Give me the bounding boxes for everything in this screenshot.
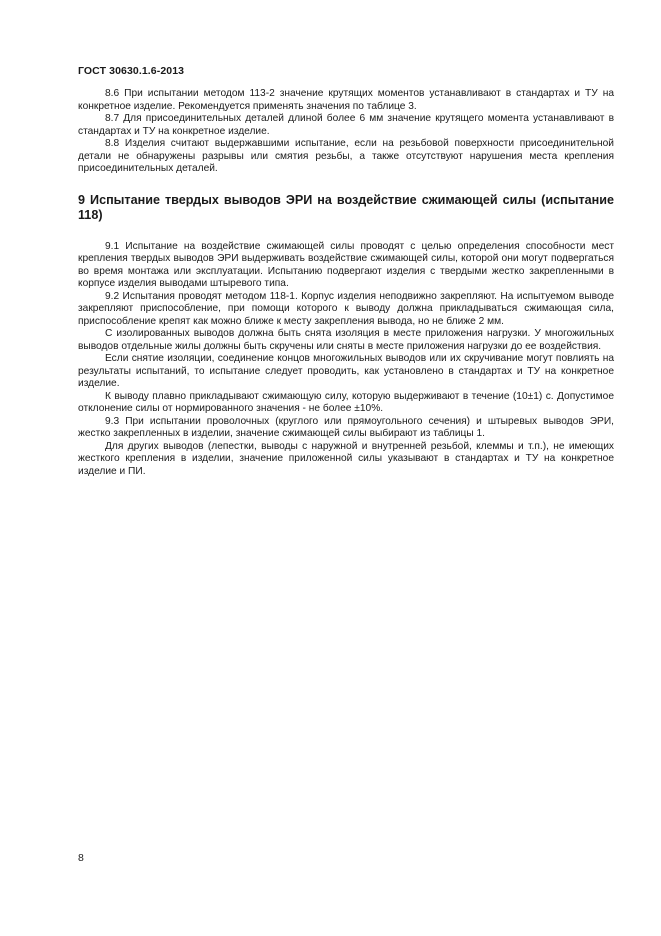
paragraph-8-8: 8.8 Изделия считают выдержавшими испытание, если на резьбовой поверхности присоединительной детали не обнаружены разрывы или смятия резьбы, а также отсутствуют нарушения места крепления присоединительных деталей. bbox=[78, 138, 614, 174]
page-number: 8 bbox=[78, 852, 84, 864]
paragraph-9-2-insulation: С изолированных выводов должна быть снята изоляция в месте приложения нагрузки. У многожильных выводов отдельные жилы должны быть скручены или сняты в месте приложения нагрузки до ее воздействия. bbox=[78, 328, 614, 352]
paragraph-9-2: 9.2 Испытания проводят методом 118-1. Корпус изделия неподвижно закрепляют. На испытуемом выводе закрепляют приспособление, при помощи которого к выводу должна прикладываться сжимающая сила, приспособление крепят как можно ближе к месту закрепления вывода, но не ближе 2 мм. bbox=[78, 290, 614, 327]
paragraph-9-2-stripping: Если снятие изоляции, соединение концов многожильных выводов или их скручивание могут повлиять на результаты испытаний, то испытание следует проводить, как установлено в стандартах и ТУ на конкретное изделие. bbox=[78, 353, 614, 389]
paragraph-9-2-force: К выводу плавно прикладывают сжимающую силу, которую выдерживают в течение (10±1) с. Допустимое отклонение силы от нормированного значения - не более ±10%. bbox=[78, 390, 614, 414]
paragraph-9-3-other-leads: Для других выводов (лепестки, выводы с наружной и внутренней резьбой, клеммы и т.п.), не имеющих жесткого крепления в изделии, значение приложенной силы указывают в стандартах и ТУ на конкретное изделие и ПИ. bbox=[78, 440, 614, 477]
standard-header: ГОСТ 30630.1.6-2013 bbox=[78, 65, 185, 77]
document-body bbox=[78, 88, 614, 478]
paragraph-9-1: 9.1 Испытание на воздействие сжимающей силы проводят с целью определения способности мест крепления твердых выводов ЭРИ выдерживать воздействие сжимающей силы, которой они могут подвергаться во время монтажа или эксплуатации. Испытанию подвергают изделия с твердыми жестко закрепленными в корпусе изделия выводами штыревого типа. bbox=[78, 240, 614, 289]
paragraph-9-3: 9.3 При испытании проволочных (круглого или прямоугольного сечения) и штыревых выводов ЭРИ, жестко закрепленных в изделии, значение сжимающей силы выбирают из таблицы 1. bbox=[78, 415, 614, 439]
section-9-title: 9 Испытание твердых выводов ЭРИ на воздействие сжимающей силы (испытание 118) bbox=[78, 192, 614, 222]
paragraph-8-7: 8.7 Для присоединительных деталей длиной более 6 мм значение крутящего момента устанавливают в стандартах и ТУ на конкретное изделие. bbox=[78, 113, 614, 137]
paragraph-8-6: 8.6 При испытании методом 113-2 значение крутящих моментов устанавливают в стандартах и ТУ на конкретное изделие. Рекомендуется применять значения по таблице 3. bbox=[78, 88, 614, 112]
